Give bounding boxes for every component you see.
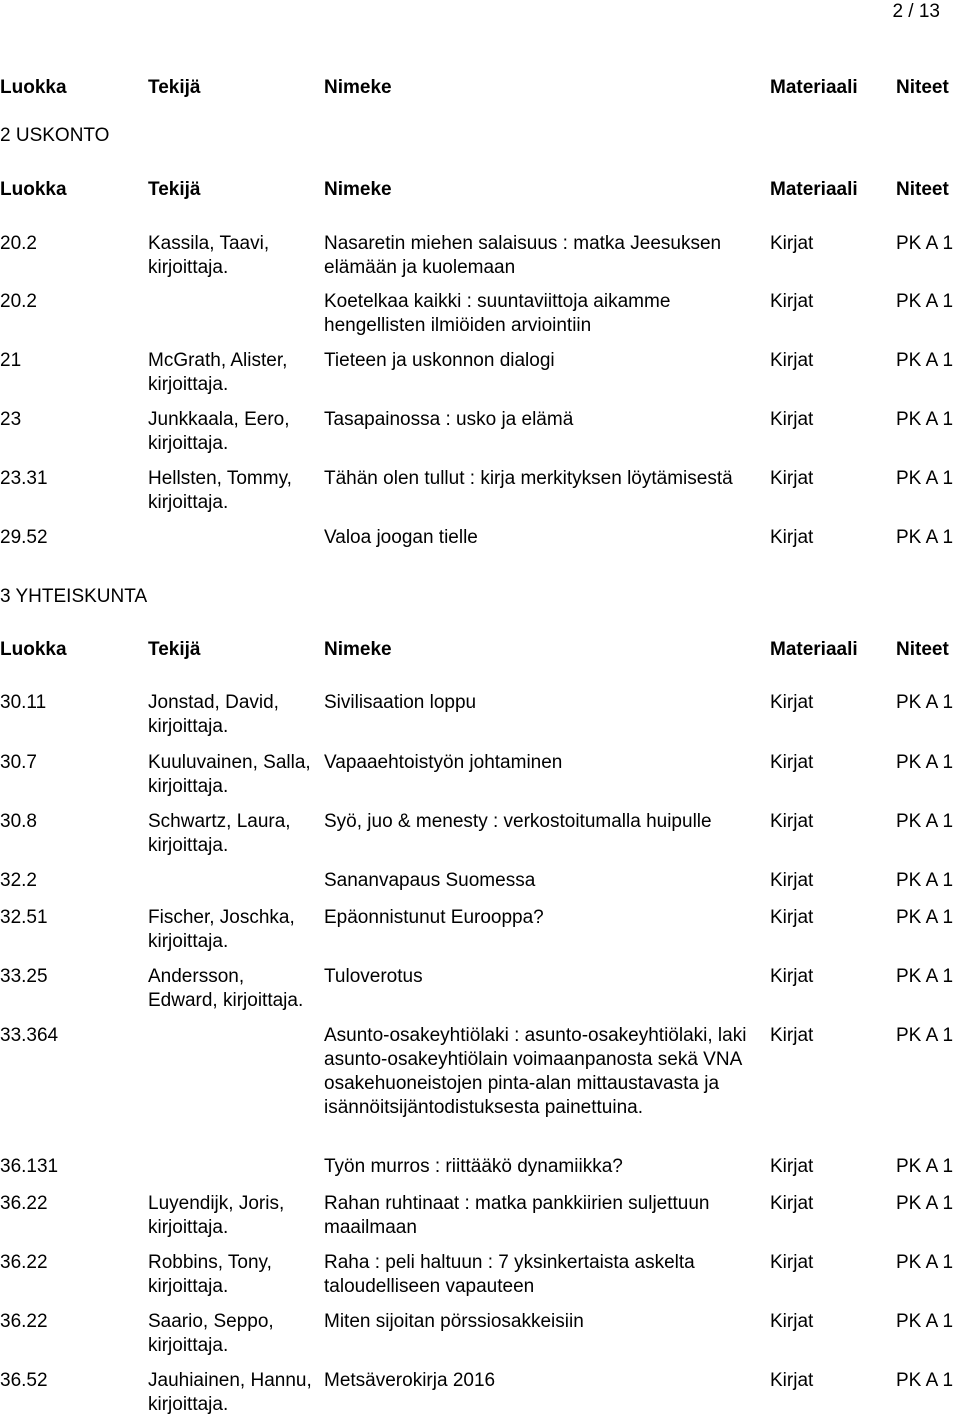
cell-materiaali: Kirjat (770, 1252, 814, 1273)
cell-nimeke: Valoa joogan tielle (324, 527, 478, 548)
header-materiaali: Materiaali (770, 77, 858, 98)
cell-nimeke: Vapaaehtoistyön johtaminen (324, 752, 563, 773)
cell-nimeke: Rahan ruhtinaat : matka pankkiirien suljettuun maailmaan (324, 1193, 710, 1238)
cell-niteet: PK A 1 (896, 409, 954, 430)
cell-niteet: PK A 1 (896, 752, 954, 773)
cell-luokka: 20.2 (0, 233, 37, 254)
header-luokka: Luokka (0, 639, 67, 660)
table-row (0, 349, 960, 395)
cell-nimeke: Tasapainossa : usko ja elämä (324, 409, 574, 430)
cell-materiaali: Kirjat (770, 233, 814, 254)
table-row (0, 965, 960, 1011)
cell-materiaali: Kirjat (770, 966, 814, 987)
table-row (0, 1310, 960, 1356)
header-niteet: Niteet (896, 77, 949, 98)
cell-niteet: PK A 1 (896, 870, 954, 891)
cell-tekija: Kassila, Taavi, kirjoittaja. (148, 233, 270, 278)
table-row (0, 1369, 960, 1415)
cell-luokka: 36.22 (0, 1252, 48, 1273)
table-row (0, 1024, 960, 1118)
cell-luokka: 23.31 (0, 468, 48, 489)
cell-luokka: 30.8 (0, 811, 37, 832)
cell-luokka: 36.52 (0, 1370, 48, 1391)
cell-materiaali: Kirjat (770, 1025, 814, 1046)
cell-luokka: 21 (0, 350, 22, 371)
page-number: 2 / 13 (892, 1, 940, 22)
cell-niteet: PK A 1 (896, 692, 954, 713)
table-row (0, 810, 960, 856)
cell-materiaali: Kirjat (770, 907, 814, 928)
table-row (0, 906, 960, 952)
cell-luokka: 20.2 (0, 291, 37, 312)
cell-luokka: 32.51 (0, 907, 48, 928)
table-row (0, 751, 960, 797)
cell-luokka: 33.25 (0, 966, 48, 987)
cell-materiaali: Kirjat (770, 350, 814, 371)
cell-nimeke: Sivilisaation loppu (324, 692, 477, 713)
cell-tekija: Kuuluvainen, Salla, kirjoittaja. (148, 752, 311, 797)
section-title-uskonto: 2 USKONTO (0, 125, 110, 146)
cell-luokka: 36.22 (0, 1193, 48, 1214)
table-row (0, 1155, 960, 1179)
cell-niteet: PK A 1 (896, 527, 954, 548)
table-row (0, 526, 960, 550)
cell-tekija: Luyendijk, Joris, kirjoittaja. (148, 1193, 285, 1238)
cell-tekija: Junkkaala, Eero, kirjoittaja. (148, 409, 290, 454)
table-row (0, 1251, 960, 1297)
cell-nimeke: Epäonnistunut Eurooppa? (324, 907, 544, 928)
cell-nimeke: Sananvapaus Suomessa (324, 870, 536, 891)
cell-luokka: 36.131 (0, 1156, 59, 1177)
cell-niteet: PK A 1 (896, 907, 954, 928)
table-header (0, 638, 960, 662)
table-row (0, 467, 960, 513)
cell-tekija: Hellsten, Tommy, kirjoittaja. (148, 468, 292, 513)
cell-niteet: PK A 1 (896, 1311, 954, 1332)
cell-tekija: Fischer, Joschka, kirjoittaja. (148, 907, 295, 952)
table-row (0, 1192, 960, 1238)
cell-nimeke: Tuloverotus (324, 966, 423, 987)
header-materiaali: Materiaali (770, 179, 858, 200)
cell-niteet: PK A 1 (896, 1025, 954, 1046)
cell-nimeke: Tieteen ja uskonnon dialogi (324, 350, 555, 371)
cell-materiaali: Kirjat (770, 811, 814, 832)
header-niteet: Niteet (896, 639, 949, 660)
cell-nimeke: Asunto-osakeyhtiölaki : asunto-osakeyhtiölaki, laki asunto-osakeyhtiölain voimaanpanosta sekä VNA osakehuoneistojen pinta-alan mittaustavasta ja isännöitsijäntodistuksesta painettuina. (324, 1025, 747, 1118)
section-title-yhteiskunta: 3 YHTEISKUNTA (0, 586, 148, 607)
cell-tekija: Robbins, Tony, kirjoittaja. (148, 1252, 272, 1297)
cell-materiaali: Kirjat (770, 1311, 814, 1332)
cell-tekija: Saario, Seppo, kirjoittaja. (148, 1311, 274, 1356)
cell-niteet: PK A 1 (896, 811, 954, 832)
header-luokka: Luokka (0, 179, 67, 200)
cell-nimeke: Raha : peli haltuun : 7 yksinkertaista askelta taloudelliseen vapauteen (324, 1252, 695, 1297)
cell-tekija: Jonstad, David, kirjoittaja. (148, 692, 279, 737)
cell-nimeke: Syö, juo & menesty : verkostoitumalla huipulle (324, 811, 712, 832)
header-materiaali: Materiaali (770, 639, 858, 660)
cell-niteet: PK A 1 (896, 966, 954, 987)
cell-niteet: PK A 1 (896, 468, 954, 489)
table-row (0, 408, 960, 454)
header-tekija: Tekijä (148, 639, 201, 660)
cell-niteet: PK A 1 (896, 1193, 954, 1214)
table-header (0, 76, 960, 100)
header-niteet: Niteet (896, 179, 949, 200)
cell-tekija: Jauhiainen, Hannu, kirjoittaja. (148, 1370, 312, 1415)
header-nimeke: Nimeke (324, 639, 392, 660)
cell-luokka: 23 (0, 409, 22, 430)
cell-tekija: Schwartz, Laura, kirjoittaja. (148, 811, 291, 856)
cell-luokka: 30.11 (0, 692, 47, 713)
cell-materiaali: Kirjat (770, 752, 814, 773)
cell-materiaali: Kirjat (770, 1370, 814, 1391)
table-row (0, 232, 960, 278)
cell-niteet: PK A 1 (896, 350, 954, 371)
cell-materiaali: Kirjat (770, 1193, 814, 1214)
cell-materiaali: Kirjat (770, 527, 814, 548)
cell-tekija: Andersson, Edward, kirjoittaja. (148, 966, 304, 1011)
table-header (0, 178, 960, 202)
cell-luokka: 36.22 (0, 1311, 48, 1332)
cell-nimeke: Koetelkaa kaikki : suuntaviittoja aikamme hengellisten ilmiöiden arviointiin (324, 291, 671, 336)
cell-niteet: PK A 1 (896, 1252, 954, 1273)
cell-nimeke: Nasaretin miehen salaisuus : matka Jeesuksen elämään ja kuolemaan (324, 233, 722, 278)
header-tekija: Tekijä (148, 77, 201, 98)
table-row (0, 869, 960, 893)
cell-nimeke: Tähän olen tullut : kirja merkityksen löytämisestä (324, 468, 733, 489)
cell-niteet: PK A 1 (896, 233, 954, 254)
header-nimeke: Nimeke (324, 77, 392, 98)
cell-materiaali: Kirjat (770, 409, 814, 430)
header-tekija: Tekijä (148, 179, 201, 200)
cell-nimeke: Työn murros : riittääkö dynamiikka? (324, 1156, 623, 1177)
cell-luokka: 29.52 (0, 527, 48, 548)
cell-tekija: McGrath, Alister, kirjoittaja. (148, 350, 288, 395)
cell-luokka: 30.7 (0, 752, 37, 773)
cell-nimeke: Miten sijoitan pörssiosakkeisiin (324, 1311, 584, 1332)
cell-niteet: PK A 1 (896, 1156, 954, 1177)
header-luokka: Luokka (0, 77, 67, 98)
cell-niteet: PK A 1 (896, 1370, 954, 1391)
cell-luokka: 32.2 (0, 870, 37, 891)
cell-luokka: 33.364 (0, 1025, 59, 1046)
cell-materiaali: Kirjat (770, 692, 814, 713)
cell-materiaali: Kirjat (770, 870, 814, 891)
table-row (0, 290, 960, 336)
table-row (0, 691, 960, 737)
cell-niteet: PK A 1 (896, 291, 954, 312)
header-nimeke: Nimeke (324, 179, 392, 200)
cell-materiaali: Kirjat (770, 291, 814, 312)
cell-materiaali: Kirjat (770, 1156, 814, 1177)
cell-nimeke: Metsäverokirja 2016 (324, 1370, 496, 1391)
cell-materiaali: Kirjat (770, 468, 814, 489)
